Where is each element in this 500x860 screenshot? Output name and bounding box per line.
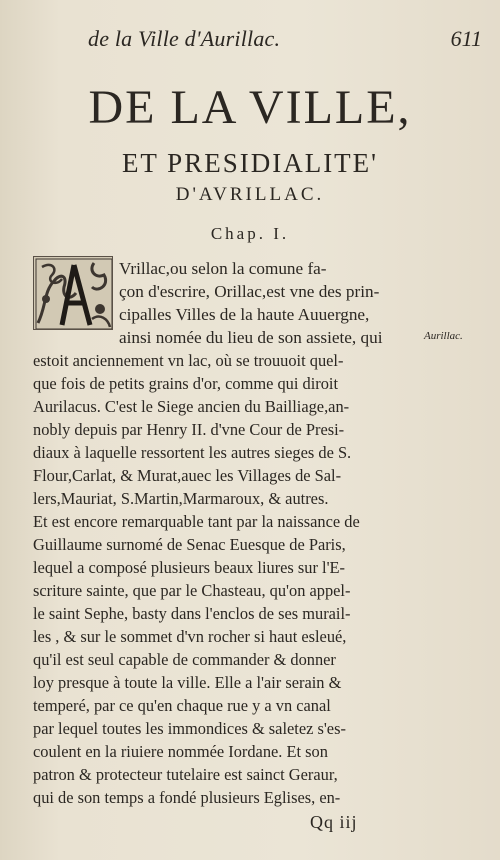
text-line: cipalles Villes de la haute Auuergne, [119, 305, 370, 324]
text-line: qu'il est seul capable de commander & donner [33, 650, 336, 669]
signature-mark: Qq iij [310, 812, 358, 832]
text-line: scriture sainte, que par le Chasteau, qu'on appel- [33, 581, 351, 600]
text-line: lequel a composé plusieurs beaux liures sur l'E- [33, 558, 346, 577]
text-line: par lequel toutes les immondices & saletez s'es- [33, 719, 346, 738]
text-line: coulent en la riuiere nommée Iordane. Et son [33, 742, 328, 761]
chapter-title-sub: ET PRESIDIALITE' [121, 148, 379, 178]
chapter-title-main: DE LA VILLE, [88, 81, 412, 134]
text-line: diaux à laquelle ressortent les autres sieges de S. [33, 443, 352, 462]
running-title: de la Ville d'Aurillac. [88, 26, 281, 51]
text-line: qui de son temps a fondé plusieurs Eglises, en- [33, 788, 341, 807]
text-line: le saint Sephe, basty dans l'enclos de ses murail- [33, 604, 351, 623]
text-line: les , & sur le sommet d'vn rocher si haut esleué, [33, 627, 347, 646]
text-line: Aurilacus. C'est le Siege ancien du Bailliage,an- [33, 397, 350, 416]
text-line: lers,Mauriat, S.Martin,Marmaroux, & autres. [33, 489, 329, 508]
text-line: patron & protecteur tutelaire est sainct Geraur, [33, 765, 338, 784]
chapter-title-city: D'AVRILLAC. [175, 184, 325, 205]
text-line: temperé, par ce qu'en chaque rue y a vn canal [33, 696, 331, 715]
text-line: ainsi nomée du lieu de son assiete, qui [119, 328, 383, 347]
page-number: 611 [450, 26, 482, 51]
text-line: que fois de petits grains d'or, comme qui diroit [33, 374, 339, 393]
text-line: Guillaume surnomé de Senac Euesque de Paris, [33, 535, 346, 554]
text-line: Flour,Carlat, & Murat,auec les Villages de Sal- [33, 466, 342, 485]
margin-note: Aurillac. [424, 330, 463, 342]
text-line: nobly depuis par Henry II. d'vne Cour de Presi- [33, 420, 345, 439]
chapter-heading: Chap. I. [210, 224, 290, 243]
text-line: Et est encore remarquable tant par la naissance de [33, 512, 360, 531]
text-line: Vrillac,ou selon la comune fa- [119, 259, 327, 278]
text-line: çon d'escrire, Orillac,est vne des prin- [119, 282, 380, 301]
text-line: loy presque à toute la ville. Elle a l'air serain & [33, 673, 342, 692]
text-line: estoit anciennement vn lac, où se trouuoit quel- [33, 351, 344, 370]
